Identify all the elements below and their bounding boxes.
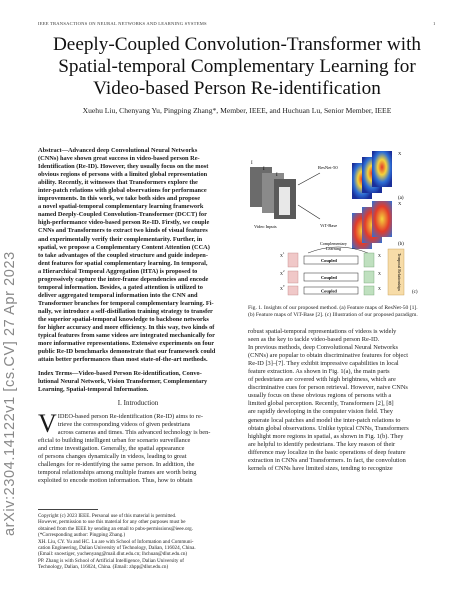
abstract-line: ability. Recently, it witnesses that Transformers explore the <box>38 179 198 187</box>
abstract-line: typical features from same videos are integrated mechanically for <box>38 332 215 340</box>
row1-x-trans: X <box>378 253 381 258</box>
row1-sup: 1 <box>283 251 285 255</box>
row2-x-cnn: X <box>280 271 283 276</box>
title-line: Spatial-temporal Complementary Learning for <box>58 56 416 77</box>
body-line: limited global perception. Recently, Transformers [2], [8] <box>248 400 394 408</box>
temporal-label: Temporal Relationships <box>397 253 402 292</box>
abstract-line: public Re-ID benchmarks demonstrate that our framework could <box>38 348 216 356</box>
coupled-label: Coupled <box>321 258 337 263</box>
title-line: Deeply-Coupled Convolution-Transformer with <box>52 34 422 55</box>
row3-x-cnn: X <box>280 286 283 291</box>
paper-title <box>40 34 434 100</box>
title-line: Video-based Person Re-identification <box>93 78 381 99</box>
complementary-label: Complementary <box>320 241 347 246</box>
cnn-block <box>288 286 298 295</box>
body-line: of pedestrians are covered with high brightness, which are <box>248 376 396 384</box>
body-line: difference may localize in the basic operations of deep feature <box>248 448 406 456</box>
abstract-line: Abstract—Advanced deep Convolutional Neural Networks <box>38 147 198 154</box>
abstract-line: obvious regions of persons with a limited global representation <box>38 171 208 179</box>
heat-label-x2: X <box>398 201 402 206</box>
vit-label: ViT-Base <box>320 223 338 228</box>
body-line: feature extraction. As shown in Fig. 1(a), the main parts <box>248 368 390 376</box>
abstract-line: nally, we introduce a self-distillation training strategy to transfer <box>38 307 213 315</box>
abstract-line: a novel spatial-temporal complementary learning framework <box>38 203 204 211</box>
abstract-line: progressively capture the inter-frame dependencies and encode <box>38 275 209 283</box>
index-terms-line: Index Terms—Video-based Person Re-identification, Convo- <box>38 370 202 377</box>
drop-cap: V <box>38 409 57 438</box>
intro-line: challenges for re-identifying the same person. In addition, the <box>38 461 195 469</box>
abstract-line: named Deeply-Coupled Convolution-Transformer (DCCT) for <box>38 211 207 219</box>
feature-map <box>372 151 392 187</box>
transformer-block <box>364 286 374 295</box>
abstract-line: and experimentally verify their complementarity. Further, in <box>38 235 203 243</box>
vit-feature-maps <box>352 201 404 249</box>
resnet-feature-maps <box>352 151 404 201</box>
body-line: are rapidly developing in the computer vision field. They <box>248 408 393 416</box>
intro-line: IDEO-based person Re-identification (Re-ID) aims to re- <box>57 413 203 420</box>
resnet-label: ResNet-50 <box>318 165 338 170</box>
running-header: IEEE TRANSACTIONS ON NEURAL NETWORKS AND LEARNING SYSTEMS <box>38 21 207 26</box>
footnote-line: XH. Liu, CY. Yu and HC. Lu are with School of Information and Communi- <box>38 538 194 545</box>
row2-x-trans: X <box>378 271 381 276</box>
intro-line: trieve the corresponding videos of given pedestrians <box>57 421 191 429</box>
arrow-to-resnet <box>298 173 320 185</box>
figure-svg <box>248 147 446 297</box>
transformer-block <box>364 253 374 267</box>
abstract-line: a Hierarchical Temporal Aggregation (HTA) is proposed to <box>38 267 198 275</box>
abstract-line: Identification (Re-ID). However, they usually focus on the most <box>38 163 209 171</box>
arrow-to-vit <box>298 205 320 219</box>
footnote-line: obtained from the IEEE by sending an email to pubs-permissions@ieee.org. <box>38 525 193 532</box>
body-line: obtain global observations. Unlike typical CNNs, Transformers <box>248 424 409 432</box>
footnote-line: However, permission to use this material for any other purposes must be <box>38 519 186 526</box>
body-line: extraction in CNNs and Transformers. In fact, the convolution <box>248 456 406 464</box>
caption-line: (b) Feature maps of ViT-Base [2]. (c) Illustration of our proposed paradigm. <box>248 312 418 318</box>
panel-a-label: (a) <box>398 196 404 201</box>
abstract-line: spatial, we propose a Complementary Content Attention (CCA) <box>38 243 210 251</box>
panel-c-label: (c) <box>412 290 418 295</box>
intro-line: across cameras and times. This advanced technology is ben- <box>57 429 211 437</box>
abstract-line: to take advantages of the coupled structure and guide indepen- <box>38 251 208 259</box>
intro-line: exploited to encode motion information. Thus, how to obtain <box>38 477 193 485</box>
abstract-line: (CNNs) have shown great success in video-based person Re- <box>38 155 200 163</box>
row3-sup: T <box>283 284 285 288</box>
cnn-block <box>288 253 298 267</box>
frame-label-2: I <box>263 167 265 172</box>
body-line: robust spatial-temporal representations of videos is widely <box>248 328 397 335</box>
arxiv-stamp: arXiv:2304.14122v1 [cs.CV] 27 Apr 2023 <box>2 251 18 536</box>
index-terms <box>38 370 238 394</box>
abstract-line: dent features for spatial complementary learning. In temporal, <box>38 259 208 267</box>
transformer-block <box>364 271 374 283</box>
body-line: In previous methods, deep Convolutional Neural Networks <box>248 344 398 352</box>
video-inputs-label: Video Inputs <box>254 224 277 229</box>
row1-x-cnn: X <box>280 253 283 258</box>
person-silhouette <box>279 187 290 215</box>
footnote-line: (*Corresponding author: Pingping Zhang.) <box>38 532 126 539</box>
body-line: (CNNs) are popular to obtain discriminative features for object <box>248 352 408 360</box>
authors: Xuehu Liu, Chenyang Yu, Pingping Zhang*, Member, IEEE, and Huchuan Lu, Senior Member, IEEE <box>82 106 392 115</box>
abstract-line: attain better performances than most state-of-the-art methods. <box>38 356 208 364</box>
abstract-line: inter-patch relations with global observations for performance <box>38 187 207 195</box>
footnote-line: Copyright (c) 2023 IEEE. Personal use of this material is permitted. <box>38 513 177 519</box>
body-line: highlight more regions in spatial, as shown in Fig. 1(b). They <box>248 432 404 440</box>
learning-label: Learning <box>326 246 342 251</box>
footnote-rule <box>38 509 98 510</box>
intro-line: of persons changes dynamically in videos, leading to great <box>38 453 187 461</box>
intro-line: and crime investigation. Generally, the spatial appearance <box>38 445 185 453</box>
abstract-line: for higher accuracy and more efficiency. In this way, two kinds of <box>38 324 215 332</box>
abstract-line: the superior spatial-temporal knowledge to backbone networks <box>38 315 209 323</box>
caption-line: Fig. 1. Insights of our proposed method. (a) Feature maps of ResNet-50 [1]. <box>248 305 418 311</box>
footnote <box>38 513 238 571</box>
abstract-line: improvements. In this work, we take both sides and propose <box>38 195 201 203</box>
abstract-line: Transformer branches for temporal complementary learning. Fi- <box>38 299 214 307</box>
frame-label-1: I <box>251 161 253 166</box>
intro-line: eficial to building intelligent urban for scenario surveillance <box>38 437 191 445</box>
index-terms-line: Learning, Spatial-temporal Information. <box>38 386 149 394</box>
figure-caption <box>248 305 448 319</box>
frame-label-t: I <box>276 173 278 178</box>
abstract <box>38 147 238 364</box>
abstract-line: more informative representations. Extensive experiments on four <box>38 340 215 348</box>
page-number: 1 <box>433 21 436 26</box>
footnote-line: (Email: snowtiger, yuchenyang@mail.dlut.edu.cn; lhchuan@dlut.edu.cn) <box>38 551 188 558</box>
feature-map <box>372 201 392 237</box>
section-heading: I. Introduction <box>117 399 159 407</box>
figure-1 <box>248 147 446 297</box>
body-line: Re-ID [3]–[7]. They exhibit impressive capabilities in local <box>248 360 399 368</box>
row2-sup: 2 <box>283 269 285 273</box>
footnote-line: PP. Zhang is with School of Artificial Intelligence, Dalian University of <box>38 557 184 564</box>
row3-x-trans: X <box>378 286 381 291</box>
abstract-line: temporal information. Besides, a gated attention is utilized to <box>38 283 203 291</box>
intro-paragraph <box>38 409 238 485</box>
intro-line: temporal relationships among multiple frames are worth being <box>38 469 197 477</box>
coupled-label: Coupled <box>321 275 337 280</box>
right-column-body <box>248 328 448 473</box>
body-line: kernels of CNNs have limited sizes, tending to recognize <box>248 464 393 472</box>
footnote-line: cation Engineering, Dalian University of Technology, Dalian, 116024, China. <box>38 545 196 552</box>
abstract-line: CNNs and Transformers to extract two kinds of visual features <box>38 227 208 235</box>
body-line: discriminative cues for person retrieval. However, naive CNNs <box>248 384 408 392</box>
body-line: are helpful to identify pedestrians. The key reason of their <box>248 440 396 448</box>
abstract-line: high-performance video-based person Re-ID. Firstly, we couple <box>38 219 210 227</box>
panel-b-label: (b) <box>398 242 404 247</box>
heat-label-x: X <box>398 151 402 156</box>
body-line: generate local patches and model the inter-patch relations to <box>248 416 401 424</box>
index-terms-line: lutional Neural Network, Vision Transformer, Complementary <box>38 378 208 386</box>
cnn-block <box>288 271 298 283</box>
abstract-line: deliver aggregated temporal information into the CNN and <box>38 291 198 299</box>
video-frames <box>250 161 296 229</box>
coupled-paradigm <box>280 241 418 295</box>
footnote-line: Technology, Dalian, 116024, China. (Email: zhpp@dlut.edu.cn) <box>38 564 169 571</box>
coupled-label: Coupled <box>321 288 337 294</box>
body-line: seen as the key to tackle video-based person Re-ID. <box>248 336 380 344</box>
body-line: usually focus on these obvious regions of persons with a <box>248 392 392 400</box>
